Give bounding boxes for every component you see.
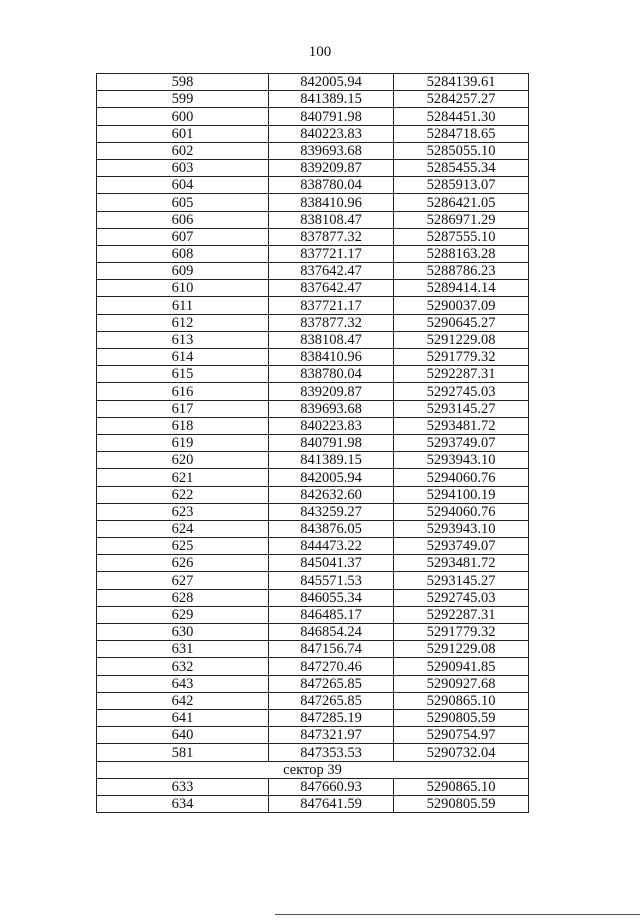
y-coordinate-cell: 5284718.65 xyxy=(394,125,529,142)
table-row xyxy=(97,572,529,589)
y-coordinate-cell: 5292287.31 xyxy=(394,366,529,383)
x-coordinate-cell: 839693.68 xyxy=(269,400,394,417)
point-number-cell: 631 xyxy=(97,641,269,658)
table-row xyxy=(97,331,529,348)
table-row xyxy=(97,452,529,469)
point-number-cell: 616 xyxy=(97,383,269,400)
table-row xyxy=(97,211,529,228)
table-row xyxy=(97,400,529,417)
table-row xyxy=(97,297,529,314)
x-coordinate-cell: 840791.98 xyxy=(269,434,394,451)
y-coordinate-cell: 5293481.72 xyxy=(394,417,529,434)
y-coordinate-cell: 5290645.27 xyxy=(394,314,529,331)
point-number-cell: 610 xyxy=(97,280,269,297)
x-coordinate-cell: 846485.17 xyxy=(269,606,394,623)
table-row xyxy=(97,555,529,572)
point-number-cell: 600 xyxy=(97,108,269,125)
point-number-cell: 624 xyxy=(97,520,269,537)
table-row xyxy=(97,624,529,641)
point-number-cell: 605 xyxy=(97,194,269,211)
x-coordinate-cell: 847156.74 xyxy=(269,641,394,658)
y-coordinate-cell: 5293943.10 xyxy=(394,452,529,469)
y-coordinate-cell: 5288786.23 xyxy=(394,263,529,280)
x-coordinate-cell: 839209.87 xyxy=(269,159,394,176)
x-coordinate-cell: 845571.53 xyxy=(269,572,394,589)
page-number: 100 xyxy=(308,44,332,60)
table-row xyxy=(97,744,529,761)
point-number-cell: 625 xyxy=(97,538,269,555)
point-number-cell: 643 xyxy=(97,675,269,692)
table-row xyxy=(97,366,529,383)
x-coordinate-cell: 840223.83 xyxy=(269,417,394,434)
table-row xyxy=(97,486,529,503)
table-row xyxy=(97,641,529,658)
point-number-cell: 603 xyxy=(97,159,269,176)
y-coordinate-cell: 5294060.76 xyxy=(394,469,529,486)
x-coordinate-cell: 839693.68 xyxy=(269,142,394,159)
y-coordinate-cell: 5285055.10 xyxy=(394,142,529,159)
y-coordinate-cell: 5293481.72 xyxy=(394,555,529,572)
y-coordinate-cell: 5292745.03 xyxy=(394,383,529,400)
table-row xyxy=(97,658,529,675)
y-coordinate-cell: 5294100.19 xyxy=(394,486,529,503)
table-row xyxy=(97,795,529,812)
y-coordinate-cell: 5290037.09 xyxy=(394,297,529,314)
y-coordinate-cell: 5286421.05 xyxy=(394,194,529,211)
y-coordinate-cell: 5293749.07 xyxy=(394,538,529,555)
table-row xyxy=(97,727,529,744)
y-coordinate-cell: 5292745.03 xyxy=(394,589,529,606)
point-number-cell: 623 xyxy=(97,503,269,520)
y-coordinate-cell: 5284257.27 xyxy=(394,91,529,108)
table-row xyxy=(97,280,529,297)
y-coordinate-cell: 5288163.28 xyxy=(394,245,529,262)
y-coordinate-cell: 5291229.08 xyxy=(394,331,529,348)
x-coordinate-cell: 846055.34 xyxy=(269,589,394,606)
y-coordinate-cell: 5293145.27 xyxy=(394,400,529,417)
x-coordinate-cell: 838410.96 xyxy=(269,194,394,211)
point-number-cell: 615 xyxy=(97,366,269,383)
table-row xyxy=(97,245,529,262)
x-coordinate-cell: 846854.24 xyxy=(269,624,394,641)
coordinates-body xyxy=(97,74,529,762)
x-coordinate-cell: 847660.93 xyxy=(269,778,394,795)
x-coordinate-cell: 844473.22 xyxy=(269,538,394,555)
table-row xyxy=(97,194,529,211)
y-coordinate-cell: 5290805.59 xyxy=(394,795,529,812)
y-coordinate-cell: 5290805.59 xyxy=(394,709,529,726)
x-coordinate-cell: 847321.97 xyxy=(269,727,394,744)
point-number-cell: 609 xyxy=(97,263,269,280)
x-coordinate-cell: 845041.37 xyxy=(269,555,394,572)
sector-row xyxy=(97,761,529,778)
table-row xyxy=(97,589,529,606)
x-coordinate-cell: 842005.94 xyxy=(269,74,394,91)
point-number-cell: 621 xyxy=(97,469,269,486)
point-number-cell: 599 xyxy=(97,91,269,108)
sector-coordinates-body xyxy=(97,778,529,812)
y-coordinate-cell: 5286971.29 xyxy=(394,211,529,228)
coordinates-table xyxy=(96,73,529,813)
table-row xyxy=(97,177,529,194)
point-number-cell: 607 xyxy=(97,228,269,245)
x-coordinate-cell: 840223.83 xyxy=(269,125,394,142)
x-coordinate-cell: 847265.85 xyxy=(269,675,394,692)
x-coordinate-cell: 847265.85 xyxy=(269,692,394,709)
y-coordinate-cell: 5290927.68 xyxy=(394,675,529,692)
point-number-cell: 633 xyxy=(97,778,269,795)
table-row xyxy=(97,469,529,486)
x-coordinate-cell: 842005.94 xyxy=(269,469,394,486)
x-coordinate-cell: 841389.15 xyxy=(269,452,394,469)
point-number-cell: 581 xyxy=(97,744,269,761)
point-number-cell: 601 xyxy=(97,125,269,142)
table-row xyxy=(97,108,529,125)
x-coordinate-cell: 847641.59 xyxy=(269,795,394,812)
point-number-cell: 620 xyxy=(97,452,269,469)
x-coordinate-cell: 842632.60 xyxy=(269,486,394,503)
x-coordinate-cell: 847270.46 xyxy=(269,658,394,675)
point-number-cell: 613 xyxy=(97,331,269,348)
y-coordinate-cell: 5291779.32 xyxy=(394,349,529,366)
table-row xyxy=(97,520,529,537)
y-coordinate-cell: 5293145.27 xyxy=(394,572,529,589)
point-number-cell: 630 xyxy=(97,624,269,641)
point-number-cell: 617 xyxy=(97,400,269,417)
x-coordinate-cell: 838108.47 xyxy=(269,211,394,228)
point-number-cell: 618 xyxy=(97,417,269,434)
y-coordinate-cell: 5285455.34 xyxy=(394,159,529,176)
x-coordinate-cell: 837721.17 xyxy=(269,245,394,262)
point-number-cell: 628 xyxy=(97,589,269,606)
x-coordinate-cell: 843259.27 xyxy=(269,503,394,520)
x-coordinate-cell: 838108.47 xyxy=(269,331,394,348)
point-number-cell: 612 xyxy=(97,314,269,331)
x-coordinate-cell: 838780.04 xyxy=(269,366,394,383)
point-number-cell: 608 xyxy=(97,245,269,262)
y-coordinate-cell: 5291229.08 xyxy=(394,641,529,658)
table-row xyxy=(97,692,529,709)
point-number-cell: 629 xyxy=(97,606,269,623)
x-coordinate-cell: 840791.98 xyxy=(269,108,394,125)
table-row xyxy=(97,538,529,555)
y-coordinate-cell: 5290865.10 xyxy=(394,778,529,795)
table-row xyxy=(97,91,529,108)
x-coordinate-cell: 837877.32 xyxy=(269,314,394,331)
table-row xyxy=(97,434,529,451)
point-number-cell: 614 xyxy=(97,349,269,366)
point-number-cell: 622 xyxy=(97,486,269,503)
table-row xyxy=(97,606,529,623)
point-number-cell: 641 xyxy=(97,709,269,726)
table-row xyxy=(97,503,529,520)
point-number-cell: 642 xyxy=(97,692,269,709)
point-number-cell: 627 xyxy=(97,572,269,589)
table-row xyxy=(97,142,529,159)
table-row xyxy=(97,125,529,142)
table-row xyxy=(97,383,529,400)
point-number-cell: 634 xyxy=(97,795,269,812)
x-coordinate-cell: 847285.19 xyxy=(269,709,394,726)
y-coordinate-cell: 5291779.32 xyxy=(394,624,529,641)
point-number-cell: 632 xyxy=(97,658,269,675)
table-row xyxy=(97,675,529,692)
y-coordinate-cell: 5284451.30 xyxy=(394,108,529,125)
point-number-cell: 619 xyxy=(97,434,269,451)
table-row xyxy=(97,349,529,366)
table-row xyxy=(97,74,529,91)
x-coordinate-cell: 841389.15 xyxy=(269,91,394,108)
table-row xyxy=(97,417,529,434)
y-coordinate-cell: 5294060.76 xyxy=(394,503,529,520)
y-coordinate-cell: 5292287.31 xyxy=(394,606,529,623)
y-coordinate-cell: 5287555.10 xyxy=(394,228,529,245)
table-row xyxy=(97,263,529,280)
y-coordinate-cell: 5293749.07 xyxy=(394,434,529,451)
x-coordinate-cell: 838780.04 xyxy=(269,177,394,194)
x-coordinate-cell: 843876.05 xyxy=(269,520,394,537)
point-number-cell: 626 xyxy=(97,555,269,572)
point-number-cell: 606 xyxy=(97,211,269,228)
point-number-cell: 598 xyxy=(97,74,269,91)
y-coordinate-cell: 5290941.85 xyxy=(394,658,529,675)
x-coordinate-cell: 839209.87 xyxy=(269,383,394,400)
y-coordinate-cell: 5290732.04 xyxy=(394,744,529,761)
x-coordinate-cell: 837642.47 xyxy=(269,280,394,297)
table-row xyxy=(97,314,529,331)
x-coordinate-cell: 838410.96 xyxy=(269,349,394,366)
table-row xyxy=(97,778,529,795)
y-coordinate-cell: 5285913.07 xyxy=(394,177,529,194)
x-coordinate-cell: 837642.47 xyxy=(269,263,394,280)
point-number-cell: 611 xyxy=(97,297,269,314)
sector-label: сектор 39 xyxy=(97,761,529,778)
x-coordinate-cell: 837721.17 xyxy=(269,297,394,314)
point-number-cell: 602 xyxy=(97,142,269,159)
y-coordinate-cell: 5289414.14 xyxy=(394,280,529,297)
x-coordinate-cell: 837877.32 xyxy=(269,228,394,245)
scan-edge-line xyxy=(275,914,640,915)
y-coordinate-cell: 5290754.97 xyxy=(394,727,529,744)
table-row xyxy=(97,228,529,245)
point-number-cell: 640 xyxy=(97,727,269,744)
x-coordinate-cell: 847353.53 xyxy=(269,744,394,761)
table-row xyxy=(97,709,529,726)
y-coordinate-cell: 5284139.61 xyxy=(394,74,529,91)
table-row xyxy=(97,159,529,176)
y-coordinate-cell: 5290865.10 xyxy=(394,692,529,709)
y-coordinate-cell: 5293943.10 xyxy=(394,520,529,537)
point-number-cell: 604 xyxy=(97,177,269,194)
